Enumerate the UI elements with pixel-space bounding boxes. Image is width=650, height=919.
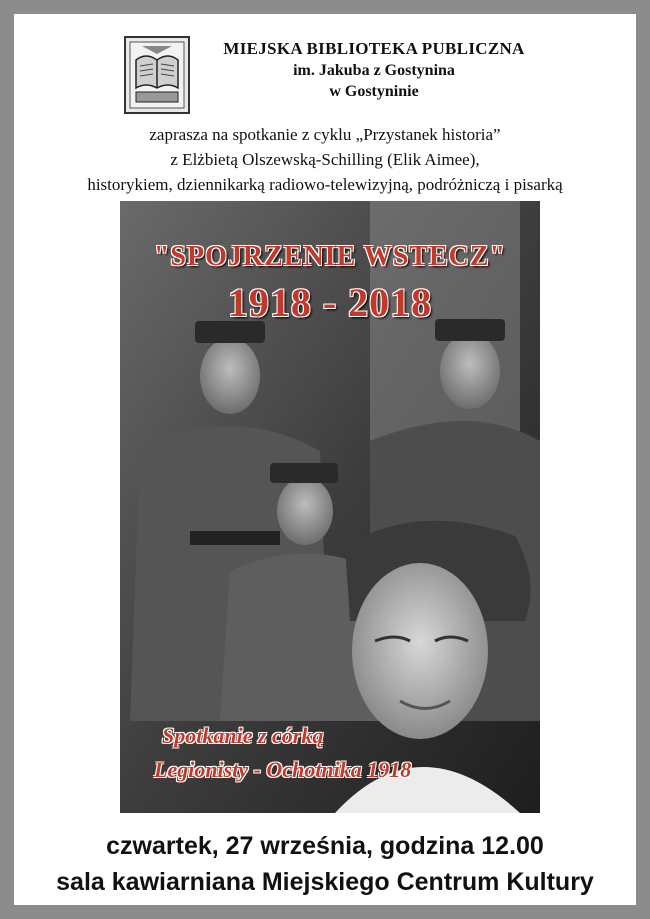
library-logo: [124, 36, 190, 114]
event-date-time: czwartek, 27 września, godzina 12.00: [106, 832, 544, 860]
invite-line-2: z Elżbietą Olszewską-Schilling (Elik Aimee),: [170, 150, 480, 169]
event-venue: sala kawiarniana Miejskiego Centrum Kultury: [56, 868, 594, 896]
poster-caption-1: Spotkanie z córką: [162, 723, 324, 748]
open-book-icon: [126, 38, 188, 112]
historical-photo: [120, 201, 540, 813]
invite-line-1: zaprasza na spotkanie z cyklu „Przystanek historia”: [149, 125, 501, 144]
library-header: [194, 38, 554, 102]
invite-line-3: historykiem, dziennikarką radiowo-telewizyjną, podróżniczą i pisarką: [87, 175, 563, 194]
library-name: MIEJSKA BIBLIOTEKA PUBLICZNA: [223, 39, 525, 58]
event-details: [14, 828, 636, 900]
library-location: w Gostyninie: [329, 83, 419, 100]
poster-sheet: [14, 14, 636, 905]
poster-title: "SPOJRZENIE WSTECZ": [153, 241, 507, 272]
library-patron: im. Jakuba z Gostynina: [293, 62, 455, 79]
invitation-text: [14, 122, 636, 197]
poster-caption-2: Legionisty - Ochotnika 1918: [154, 757, 412, 782]
poster-years: 1918 - 2018: [227, 280, 433, 325]
